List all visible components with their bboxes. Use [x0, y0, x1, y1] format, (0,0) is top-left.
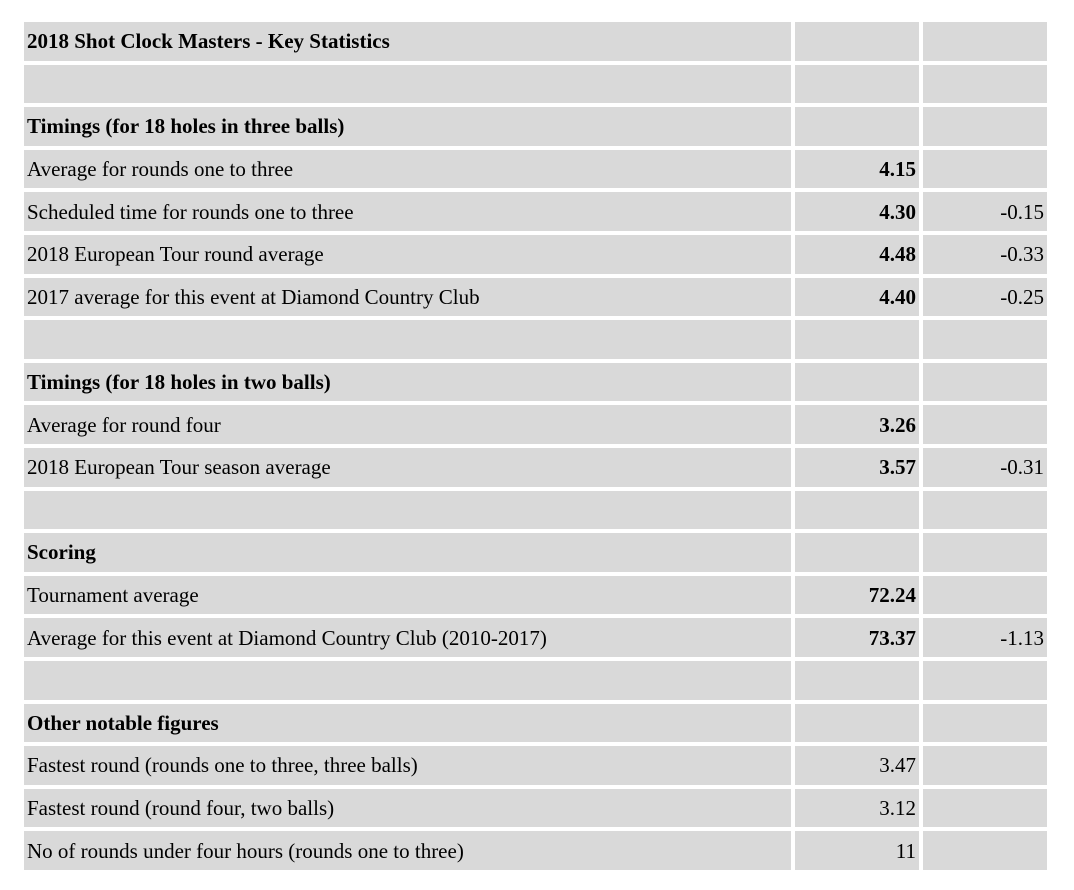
section-heading: Other notable figures: [24, 704, 791, 743]
row-difference: [923, 746, 1047, 785]
row-value: [795, 107, 919, 146]
section-heading: Timings (for 18 holes in two balls): [24, 363, 791, 402]
row-difference: [923, 661, 1047, 700]
row-difference: [923, 363, 1047, 402]
row-difference: [923, 150, 1047, 189]
spacer-row: [24, 661, 1047, 700]
table-row: [24, 150, 1047, 189]
table-row: [24, 278, 1047, 317]
spacer-row: [24, 65, 1047, 104]
row-value: 11: [795, 831, 919, 870]
row-value: 72.24: [795, 576, 919, 615]
row-value: 3.12: [795, 789, 919, 828]
row-difference: [923, 704, 1047, 743]
row-label: 2017 average for this event at Diamond Country Club: [24, 278, 791, 317]
key-statistics-table: [20, 18, 1051, 874]
table-row: [24, 789, 1047, 828]
row-label: Tournament average: [24, 576, 791, 615]
row-value: 4.40: [795, 278, 919, 317]
row-label: [24, 491, 791, 530]
row-value: [795, 491, 919, 530]
row-difference: -0.31: [923, 448, 1047, 487]
row-label: Average for round four: [24, 405, 791, 444]
row-difference: [923, 789, 1047, 828]
row-label: Average for rounds one to three: [24, 150, 791, 189]
spacer-row: [24, 491, 1047, 530]
row-label: 2018 European Tour round average: [24, 235, 791, 274]
row-label: [24, 661, 791, 700]
key-statistics-body: [24, 22, 1047, 870]
table-row: [24, 405, 1047, 444]
table-row: [24, 235, 1047, 274]
row-difference: [923, 831, 1047, 870]
row-difference: [923, 491, 1047, 530]
table-row: [24, 448, 1047, 487]
section-heading-row: [24, 363, 1047, 402]
row-value: 73.37: [795, 618, 919, 657]
row-difference: [923, 405, 1047, 444]
row-difference: [923, 22, 1047, 61]
section-heading-row: [24, 107, 1047, 146]
row-difference: -0.15: [923, 192, 1047, 231]
spacer-row: [24, 320, 1047, 359]
row-value: [795, 704, 919, 743]
row-difference: [923, 320, 1047, 359]
table-title-row: [24, 22, 1047, 61]
row-label: [24, 65, 791, 104]
row-difference: [923, 533, 1047, 572]
row-difference: -0.33: [923, 235, 1047, 274]
table-row: [24, 746, 1047, 785]
section-heading: Scoring: [24, 533, 791, 572]
row-difference: -0.25: [923, 278, 1047, 317]
table-row: [24, 831, 1047, 870]
row-value: [795, 320, 919, 359]
table-row: [24, 618, 1047, 657]
row-label: Average for this event at Diamond Country Club (2010-2017): [24, 618, 791, 657]
section-heading: Timings (for 18 holes in three balls): [24, 107, 791, 146]
row-label: [24, 320, 791, 359]
row-value: 4.15: [795, 150, 919, 189]
row-label: Fastest round (rounds one to three, three balls): [24, 746, 791, 785]
row-label: Fastest round (round four, two balls): [24, 789, 791, 828]
row-difference: [923, 576, 1047, 615]
row-difference: [923, 107, 1047, 146]
section-heading-row: [24, 704, 1047, 743]
table-row: [24, 576, 1047, 615]
row-label: 2018 European Tour season average: [24, 448, 791, 487]
row-value: 4.48: [795, 235, 919, 274]
row-difference: [923, 65, 1047, 104]
row-value: 4.30: [795, 192, 919, 231]
row-difference: -1.13: [923, 618, 1047, 657]
row-label: Scheduled time for rounds one to three: [24, 192, 791, 231]
row-value: [795, 22, 919, 61]
table-title: 2018 Shot Clock Masters - Key Statistics: [24, 22, 791, 61]
table-row: [24, 192, 1047, 231]
row-value: [795, 661, 919, 700]
row-value: [795, 65, 919, 104]
section-heading-row: [24, 533, 1047, 572]
row-value: [795, 533, 919, 572]
row-value: [795, 363, 919, 402]
row-value: 3.57: [795, 448, 919, 487]
row-label: No of rounds under four hours (rounds one to three): [24, 831, 791, 870]
row-value: 3.26: [795, 405, 919, 444]
row-value: 3.47: [795, 746, 919, 785]
